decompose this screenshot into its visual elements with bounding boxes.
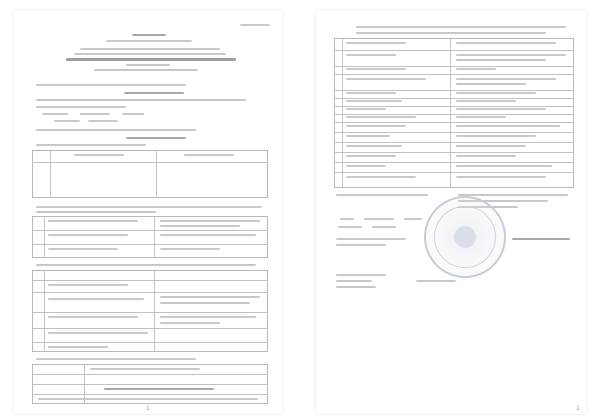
table-3-cell xyxy=(48,316,138,318)
table-2-cell xyxy=(160,220,260,222)
table-3-row-divider xyxy=(32,342,268,343)
table-3-cell xyxy=(160,296,260,298)
right-table-cell xyxy=(456,83,526,85)
table-3-col-divider xyxy=(44,270,45,352)
table-2-col-divider xyxy=(154,216,155,258)
right-table-row-divider xyxy=(334,74,574,75)
signature-label-line xyxy=(336,238,406,240)
right-table-cell xyxy=(456,145,526,147)
table-4-cell xyxy=(90,368,200,370)
right-page-number: 1 xyxy=(576,405,580,412)
right-table-row-divider xyxy=(334,122,574,123)
official-seal-icon xyxy=(424,196,506,278)
right-table-cell xyxy=(346,165,386,167)
table-2-col-divider xyxy=(44,216,45,258)
right-table-cell xyxy=(346,54,396,56)
body-line xyxy=(36,84,186,86)
right-table-cell xyxy=(346,92,396,94)
table-2-row-divider xyxy=(32,230,268,231)
signature-label-line xyxy=(458,194,568,196)
header-line xyxy=(80,48,220,50)
table-3-cell xyxy=(48,284,128,286)
form-code-line xyxy=(240,24,270,26)
right-table-cell xyxy=(346,155,396,157)
body-line xyxy=(36,144,146,146)
section-line xyxy=(36,206,262,208)
right-table-cell xyxy=(456,165,552,167)
table-3-row-divider xyxy=(32,292,268,293)
right-table-row-divider xyxy=(334,50,574,51)
table-2-cell xyxy=(48,220,138,222)
table-2-cell xyxy=(160,248,220,250)
table-3-cell xyxy=(160,316,256,318)
table-2-cell xyxy=(48,234,128,236)
table-4-row-divider xyxy=(32,394,268,395)
right-table-cell xyxy=(456,125,560,127)
table-1 xyxy=(32,150,268,198)
right-table-cell xyxy=(456,78,556,80)
table-3-row-divider xyxy=(32,312,268,313)
right-table-row-divider xyxy=(334,114,574,115)
right-table-cell xyxy=(456,68,496,70)
signature-label-line xyxy=(336,244,386,246)
header-title-line xyxy=(66,58,236,61)
caption-line xyxy=(338,226,362,228)
section-line xyxy=(36,358,196,360)
table-4-cell xyxy=(104,388,214,390)
table-1-header xyxy=(74,154,124,156)
table-1-col-divider xyxy=(156,150,157,198)
table-3-col-divider xyxy=(154,270,155,352)
right-table-cell xyxy=(346,176,416,178)
signature-label-line xyxy=(336,274,386,276)
right-table-cell xyxy=(346,145,402,147)
table-4-cell xyxy=(38,398,258,400)
table-3-row-divider xyxy=(32,280,268,281)
header-line xyxy=(132,34,166,36)
signature-label-line xyxy=(336,286,376,288)
right-table-row-divider xyxy=(334,162,574,163)
header-line xyxy=(356,32,546,34)
right-table-cell xyxy=(456,176,546,178)
table-3-row-divider xyxy=(32,328,268,329)
right-table-cell xyxy=(346,42,406,44)
table-2-cell xyxy=(48,248,118,250)
section-line xyxy=(36,264,256,266)
table-1-row-divider xyxy=(32,162,268,163)
table-3-cell xyxy=(48,298,144,300)
header-line xyxy=(126,64,170,66)
number-line xyxy=(126,137,186,139)
right-table-row-divider xyxy=(334,90,574,91)
right-table-cell xyxy=(456,108,546,110)
body-line xyxy=(36,129,196,131)
right-table-row-divider xyxy=(334,172,574,173)
table-4-row-divider xyxy=(32,384,268,385)
right-table-cell xyxy=(456,116,506,118)
right-table-cell xyxy=(456,42,556,44)
table-3-cell xyxy=(160,302,250,304)
header-line xyxy=(356,26,566,28)
section-line xyxy=(36,211,156,213)
date-line xyxy=(404,218,422,220)
table-2-row-divider xyxy=(32,244,268,245)
table-2-cell xyxy=(160,234,256,236)
body-line xyxy=(36,99,246,101)
table-1-header xyxy=(184,154,234,156)
signature-name-line xyxy=(512,238,570,240)
date-line xyxy=(364,218,394,220)
right-table-row-divider xyxy=(334,66,574,67)
number-line xyxy=(124,92,184,94)
right-table-row-divider xyxy=(334,152,574,153)
right-table-row-divider xyxy=(334,106,574,107)
date-line xyxy=(80,113,110,115)
header-line xyxy=(74,53,226,55)
date-line xyxy=(88,120,118,122)
left-page xyxy=(14,10,282,414)
seal-emblem xyxy=(454,226,476,248)
table-3-cell xyxy=(160,322,220,324)
right-table-cell xyxy=(346,135,390,137)
right-table-cell xyxy=(456,54,566,56)
signature-line xyxy=(416,280,456,282)
right-table-cell xyxy=(456,59,546,61)
right-table-cell xyxy=(346,108,386,110)
right-table-cell xyxy=(346,116,416,118)
right-table-cell xyxy=(346,78,426,80)
table-2-cell xyxy=(160,225,240,227)
caption-line xyxy=(372,226,396,228)
date-line xyxy=(42,113,68,115)
date-line xyxy=(54,120,80,122)
right-table-cell xyxy=(346,68,406,70)
right-table-col-divider xyxy=(450,38,451,188)
right-table-cell xyxy=(346,125,406,127)
header-line xyxy=(106,40,192,42)
table-2 xyxy=(32,216,268,258)
right-table-cell xyxy=(456,100,516,102)
right-table-row-divider xyxy=(334,98,574,99)
body-line xyxy=(36,106,126,108)
right-table-row-divider xyxy=(334,142,574,143)
left-page-number: 1 xyxy=(146,405,150,412)
signature-label-line xyxy=(336,194,428,196)
table-3 xyxy=(32,270,268,352)
right-table-row-divider xyxy=(334,132,574,133)
header-line xyxy=(94,69,198,71)
right-table-cell xyxy=(456,155,516,157)
table-4-row-divider xyxy=(32,374,268,375)
table-1-col-divider xyxy=(50,150,51,198)
right-table-cell xyxy=(456,92,536,94)
table-3-cell xyxy=(48,332,148,334)
table-3-cell xyxy=(48,346,108,348)
date-line xyxy=(122,113,144,115)
right-table-cell xyxy=(456,135,536,137)
right-table-cell xyxy=(346,100,402,102)
right-table-col-divider xyxy=(342,38,343,188)
signature-label-line xyxy=(336,280,372,282)
date-line xyxy=(340,218,354,220)
